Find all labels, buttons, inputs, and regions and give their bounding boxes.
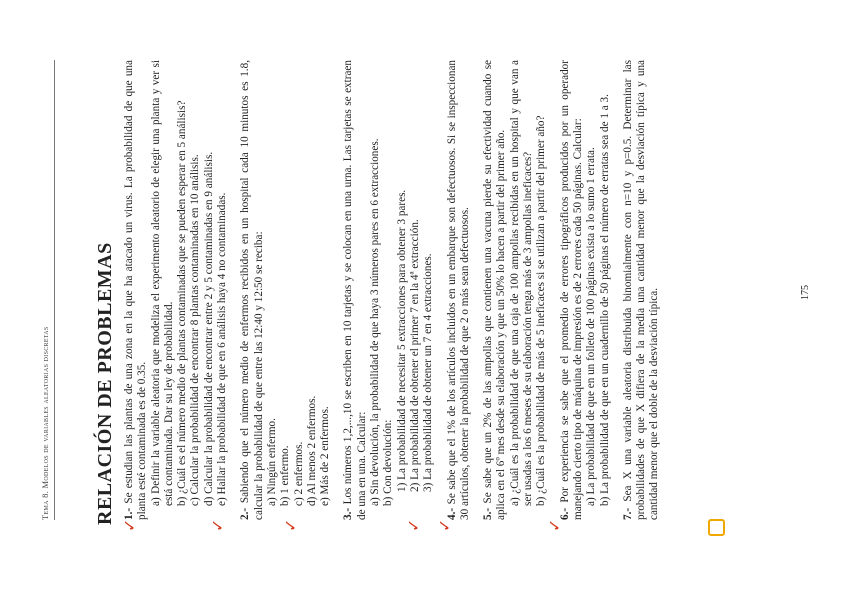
page-title: RELACIÓN DE PROBLEMAS — [94, 242, 116, 525]
problem-statement: Se estudian las plantas de una zona en la que ha atacado un virus. La probabilidad de que una planta esté contaminada es de 0.35. — [123, 60, 149, 520]
problem-7 — [622, 60, 662, 520]
sub-item: a) Ningún enfermo. — [265, 418, 278, 506]
sub-item: b) ¿Cuál es la probabilidad de más de 5 ineficaces si se utilizan a partir del primer año? — [535, 115, 548, 506]
check-mark-icon: ✓ — [281, 518, 300, 532]
problem-statement: Los números 1,2,...,10 se escriben en 10 tarjetas y se colocan en una urna. Las tarjetas se extraen de una en una. Calcular: — [342, 60, 368, 520]
problem-4 — [446, 60, 473, 520]
page-number: 175 — [800, 285, 811, 300]
problem-3 — [342, 60, 435, 520]
sub-item: d) Al menos 2 enfermos. — [305, 395, 318, 506]
problem-2 — [239, 60, 332, 520]
check-mark-icon: ✓ — [208, 518, 227, 532]
sub-sub-item: 3) La probabilidad de obtener un 7 en 4 extracciones. — [422, 253, 435, 492]
problem-number: 2.- — [239, 507, 252, 520]
sub-item: b) 1 enfermo. — [279, 445, 292, 506]
problem-statement: Sea X una variable aleatoria distribuida binomialmente con n=10 y p=0.5. Determinar las probabilidades de que X difiera de la media una cantidad menor que la desviación típica y una cantidad menor que el doble de la desviación típica. — [621, 60, 661, 520]
sub-item: d) Calcular la probabilidad de encontrar entre 2 y 5 contaminadas en 9 análisis. — [202, 151, 215, 506]
problem-statement: Se sabe que un 2% de las ampollas que contienen una vacuna pierde su efectividad cuando se aplica en el 6º mes desde su elaboración y que un 50% lo hacen a partir del primer año. — [482, 59, 508, 520]
rotated-page — [0, 1, 848, 600]
problem-number: 6.- — [558, 507, 571, 520]
sub-sub-item: 2) La probabilidad de obtener el primer 7 en la 4ª extracción. — [408, 219, 421, 492]
sub-item: a) Sin devolución, la probabilidad de que haya 3 números pares en 6 extracciones. — [369, 138, 382, 506]
problem-1 — [123, 60, 229, 520]
problem-5 — [482, 60, 548, 520]
problem-statement: Se sabe que el 1% de los artículos incluidos en un embarque son defectuosos. Si se inspeccionan 30 artículos, obtener la probabilidad de que 2 o más sean defectuosos. — [445, 59, 471, 520]
sub-item: a) La probabilidad de que en un folleto de 100 páginas exista a lo sumo 1 errata. — [585, 147, 598, 506]
check-mark-icon: ✓ — [120, 518, 139, 532]
problem-statement: Sabiendo que el número medio de enfermos recibidos en un hospital cada 10 minutos es 1.8, calcular la probabilidad de que entre las 12:40 y 12:50 se reciba: — [239, 60, 265, 520]
sub-sub-item: 1) La probabilidad de necesitar 5 extracciones para obtener 3 pares. — [395, 189, 408, 492]
sub-item: a) ¿Cuál es la probabilidad de que una caja de 100 ampollas recibidas en un hospital y que van a ser usadas a los 6 meses de su elaboración tenga más de 3 ampollas ineficaces? — [508, 60, 535, 506]
sub-item: b) La probabilidad de que en un cuadernillo de 50 páginas el número de erratas sea de 1 a 3. — [598, 94, 611, 506]
problem-6 — [559, 60, 612, 520]
check-mark-icon: ✓ — [545, 518, 564, 532]
check-mark-icon: ✓ — [404, 518, 423, 532]
sub-item: b) ¿Cuál es el número medio de plantas contaminadas que se pueden esperar en 5 análisis? — [176, 100, 189, 506]
sub-item: c) 2 enfermos. — [292, 441, 305, 506]
problem-number: 5.- — [482, 507, 495, 520]
problem-number: 3.- — [342, 507, 355, 520]
sub-item: b) Con devolución: — [382, 419, 395, 506]
sub-item: c) Calcular la probabilidad de encontrar 8 plantas contaminadas en 10 análisis. — [189, 154, 202, 506]
problem-list — [123, 60, 672, 520]
sub-item: e) Hallar la probabilidad de que en 6 análisis haya 4 no contaminadas. — [216, 192, 229, 506]
highlight-box-icon — [708, 519, 725, 536]
sub-item: e) Más de 2 enfermos. — [319, 406, 332, 506]
check-mark-icon: ✓ — [435, 518, 454, 532]
problem-number: 4.- — [445, 507, 458, 520]
problem-number: 7.- — [621, 507, 634, 520]
running-header: Tema 8. Modelos de variables aleatorias discretas — [40, 60, 55, 520]
problem-statement: Por experiencia se sabe que el promedio de errores tipográficos producidos por un operador manejando cierto tipo de máquina de impresión es de 2 errores cada 50 páginas. Calcular: — [558, 60, 584, 520]
sub-item: a) Definir la variable aleatoria que modeliza el experimento aleatorio de elegir una planta y ver si está contaminada. Dar su ley de probabilidad. — [149, 60, 175, 506]
problem-number: 1.- — [123, 507, 135, 520]
